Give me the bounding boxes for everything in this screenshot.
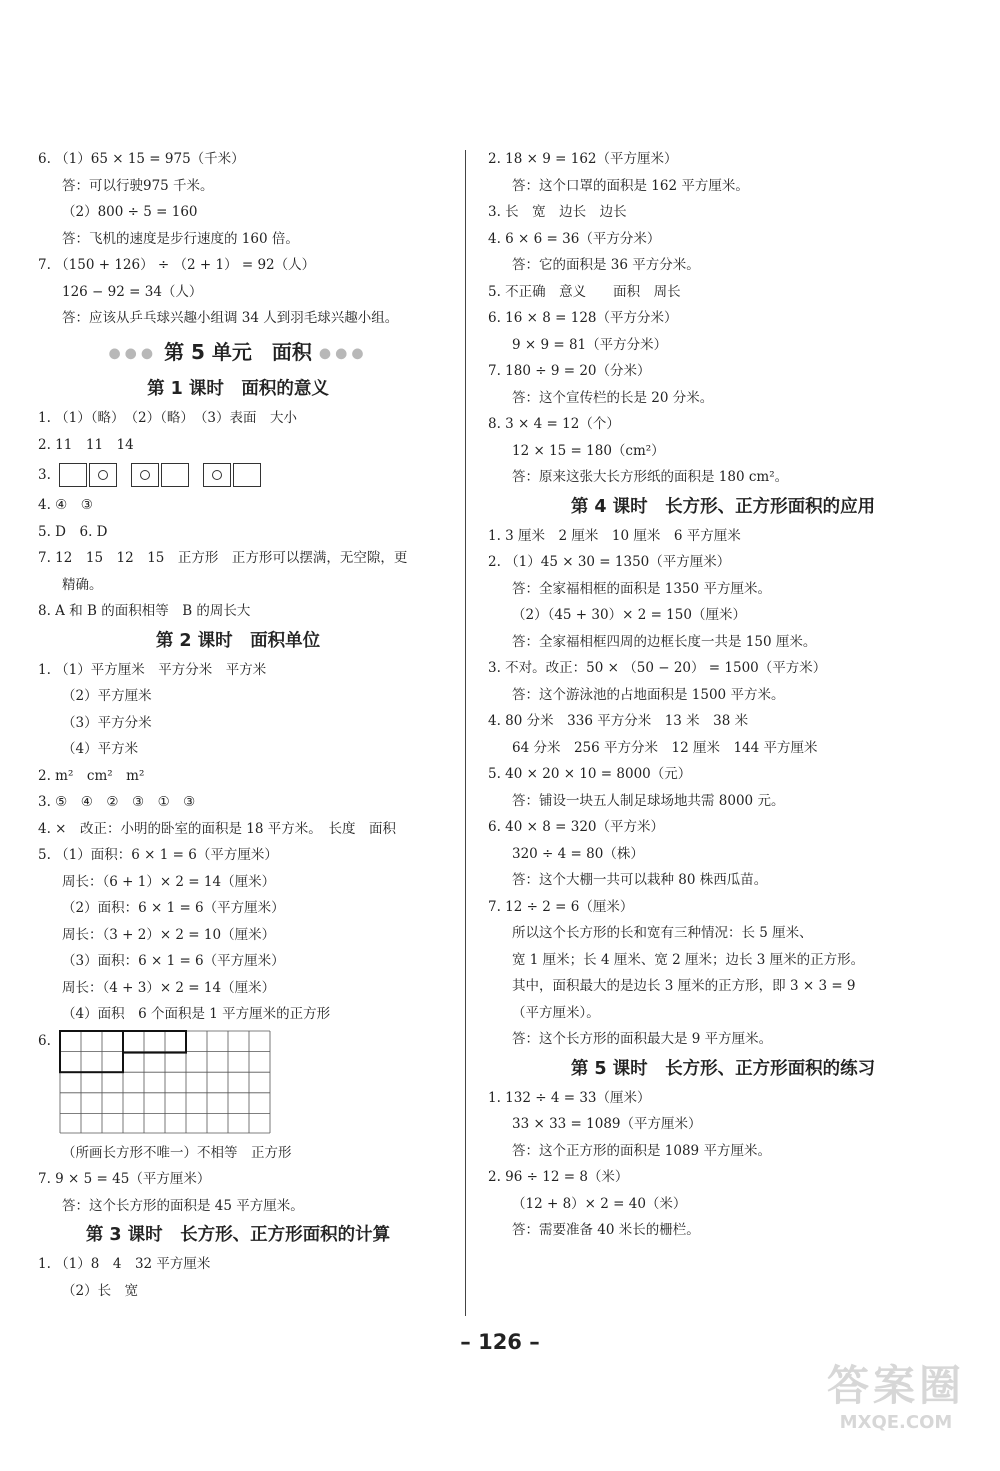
answer-line: 12 × 15 = 180（cm²） (512, 442, 665, 459)
watermark-logo (806, 1361, 986, 1451)
answer-line: 320 ÷ 4 = 80（株） (512, 845, 644, 862)
answer-line: 答：这个口罩的面积是 162 平方厘米。 (512, 177, 749, 194)
answer-line: 4. 6 × 6 = 36（平方分米） (488, 230, 661, 247)
answer-line: 6. 40 × 8 = 320（平方米） (488, 819, 664, 835)
answer-line: 答：这个长方形的面积是 45 平方厘米。 (62, 1197, 304, 1214)
answer-line: （平方厘米）。 (512, 1004, 600, 1021)
answer-line: 7. 9 × 5 = 45（平方厘米） (38, 1171, 211, 1187)
answer-line: 7. （150 + 126） ÷ （2 + 1） = 92（人） (38, 257, 316, 273)
answer-line: 答：这个长方形的面积最大是 9 平方厘米。 (512, 1031, 773, 1047)
answer-line: （2）长 宽 (62, 1282, 139, 1299)
answer-line: 6. 16 × 8 = 128（平方分米） (488, 310, 678, 326)
answer-line: 5. 不正确 意义 面积 周长 (488, 283, 681, 300)
answer-line: 3. 不对。改正：50 × （50 − 20） = 1500（平方米） (488, 660, 827, 676)
answer-line: 5. （1）面积：6 × 1 = 6（平方厘米） (38, 847, 278, 863)
answer-line: （2）（45 + 30）× 2 = 150（厘米） (512, 607, 746, 623)
answer-line: 2. （1）45 × 30 = 1350（平方厘米） (488, 554, 731, 570)
answer-line: （4）面积 6 个面积是 1 平方厘米的正方形 (62, 1006, 331, 1022)
answer-line: 3. ⑤ ④ ② ③ ① ③ (38, 794, 196, 810)
answer-line: 答：需要准备 40 米长的栅栏。 (512, 1222, 700, 1238)
answer-line: （3）面积：6 × 1 = 6（平方厘米） (62, 953, 285, 969)
answer-line: 7. 180 ÷ 9 = 20（分米） (488, 363, 651, 379)
answer-line: 4. ④ ③ (38, 497, 93, 513)
lesson-3-title: 第 3 课时 长方形、正方形面积的计算 (85, 1225, 391, 1245)
answer-line: 周长：（6 + 1）× 2 = 14（厘米） (62, 873, 276, 890)
answer-line: 33 × 33 = 1089（平方厘米） (512, 1116, 702, 1132)
empty-square-icon (59, 463, 87, 487)
answer-line: 宽 1 厘米；长 4 厘米、宽 2 厘米；边长 3 厘米的正方形。 (512, 951, 865, 968)
answer-line: 3. 长 宽 边长 边长 (488, 204, 627, 220)
answer-line: 答：这个正方形的面积是 1089 平方厘米。 (512, 1142, 771, 1159)
answer-line: 5. D 6. D (38, 523, 108, 540)
answer-line: 64 分米 256 平方分米 12 厘米 144 平方厘米 (512, 739, 818, 756)
answer-line: 答：它的面积是 36 平方分米。 (512, 257, 700, 273)
answer-line: 2. m² cm² m² (38, 767, 145, 784)
answer-line: 答：飞机的速度是步行速度的 160 倍。 (62, 230, 299, 247)
q3-shapes: 3. (38, 458, 438, 492)
answer-line: 6. （1）65 × 15 = 975（千米） (38, 151, 245, 167)
answer-line: 2. 11 11 14 (38, 436, 134, 453)
lesson-2-title: 第 2 课时 面积单位 (155, 630, 321, 651)
decor-dots-right: ●●● (318, 345, 368, 361)
lesson-5-title: 第 5 课时 长方形、正方形面积的练习 (570, 1058, 876, 1079)
answer-line: 周长：（3 + 2）× 2 = 10（厘米） (62, 926, 276, 943)
circle-square-icon (131, 463, 159, 487)
answer-line: 答：全家福相框的面积是 1350 平方厘米。 (512, 580, 771, 597)
answer-line: 8. A 和 B 的面积相等 B 的周长大 (38, 603, 251, 619)
column-divider (465, 150, 466, 1316)
answer-line: 答：可以行驶975 千米。 (62, 177, 214, 194)
square-grid-figure (59, 1030, 271, 1134)
unit-title: ●●● 第 5 单元 面积 ●●● (108, 339, 368, 364)
answer-line: 答：这个大棚一共可以栽种 80 株西瓜苗。 (512, 872, 768, 888)
answer-line: 周长：（4 + 3）× 2 = 14（厘米） (62, 979, 276, 996)
answer-line: 答：铺设一块五人制足球场地共需 8000 元。 (512, 792, 785, 809)
answer-line: （12 + 8）× 2 = 40（米） (512, 1195, 687, 1212)
answer-line: 精确。 (62, 576, 103, 593)
lesson-1-title: 第 1 课时 面积的意义 (147, 379, 329, 399)
answer-line: （所画长方形不唯一）不相等 正方形 (62, 1144, 292, 1161)
left-column (38, 146, 438, 1304)
answer-line: 答：这个宣传栏的长是 20 分米。 (512, 389, 714, 406)
empty-square-icon (161, 463, 189, 487)
answer-line: 9 × 9 = 81（平方分米） (512, 336, 668, 353)
answer-line: （3）平方分米 (62, 714, 152, 731)
answer-line: 答：原来这张大长方形纸的面积是 180 cm²。 (512, 469, 789, 485)
answer-line: 4. 80 分米 336 平方分米 13 米 38 米 (488, 713, 749, 729)
drawn-rectangle-b (123, 1031, 186, 1053)
circle-square-icon (203, 463, 231, 487)
answer-line: 8. 3 × 4 = 12（个） (488, 416, 620, 432)
answer-line: 1. 3 厘米 2 厘米 10 厘米 6 平方厘米 (488, 527, 741, 544)
answer-line: 1. （1）平方厘米 平方分米 平方米 (38, 661, 267, 678)
answer-line: 7. 12 15 12 15 正方形 正方形可以摆满，无空隙，更 (38, 550, 408, 566)
prev-answers (38, 146, 438, 332)
answer-line: （2）800 ÷ 5 = 160 (62, 204, 198, 220)
answer-line: 1. （1）（略） （2）（略） （3）表面 大小 (38, 410, 297, 426)
answer-line: 答：应该从乒乓球兴趣小组调 34 人到羽毛球兴趣小组。 (62, 310, 399, 326)
answer-line: 7. 12 ÷ 2 = 6（厘米） (488, 898, 634, 915)
answer-line: （2）平方厘米 (62, 688, 152, 704)
empty-square-icon (233, 463, 261, 487)
decor-dots-left: ●●● (108, 345, 158, 361)
answer-line: 4. × 改正：小明的卧室的面积是 18 平方米。 长度 面积 (38, 820, 396, 837)
right-column (488, 146, 958, 1244)
circle-square-icon (89, 463, 117, 487)
q6-grid-row: 6. (38, 1028, 438, 1140)
answer-line: 126 − 92 = 34（人） (62, 283, 203, 300)
answer-line: 2. 18 × 9 = 162（平方厘米） (488, 151, 678, 167)
lesson-4-title: 第 4 课时 长方形、正方形面积的应用 (570, 496, 876, 517)
answer-line: 答：这个游泳池的占地面积是 1500 平方米。 (512, 686, 785, 703)
answer-line: 5. 40 × 20 × 10 = 8000（元） (488, 766, 692, 782)
answer-line: （2）面积：6 × 1 = 6（平方厘米） (62, 900, 285, 916)
answer-line: 1. （1）8 4 32 平方厘米 (38, 1256, 211, 1272)
answer-line: 1. 132 ÷ 4 = 33（厘米） (488, 1089, 651, 1106)
answer-line: 答：全家福相框四周的边框长度一共是 150 厘米。 (512, 633, 817, 650)
answer-line: 2. 96 ÷ 12 = 8（米） (488, 1169, 629, 1185)
answer-line: （4）平方米 (62, 741, 139, 757)
watermark-text-top: 答案圈 (826, 1361, 965, 1410)
watermark-text-bottom: MXQE.COM (839, 1412, 953, 1433)
answer-line: 所以这个长方形的长和宽有三种情况：长 5 厘米、 (512, 925, 813, 941)
answer-line: 其中，面积最大的是边长 3 厘米的正方形，即 3 × 3 = 9 (512, 978, 856, 994)
page-number: – 126 – (460, 1330, 540, 1354)
